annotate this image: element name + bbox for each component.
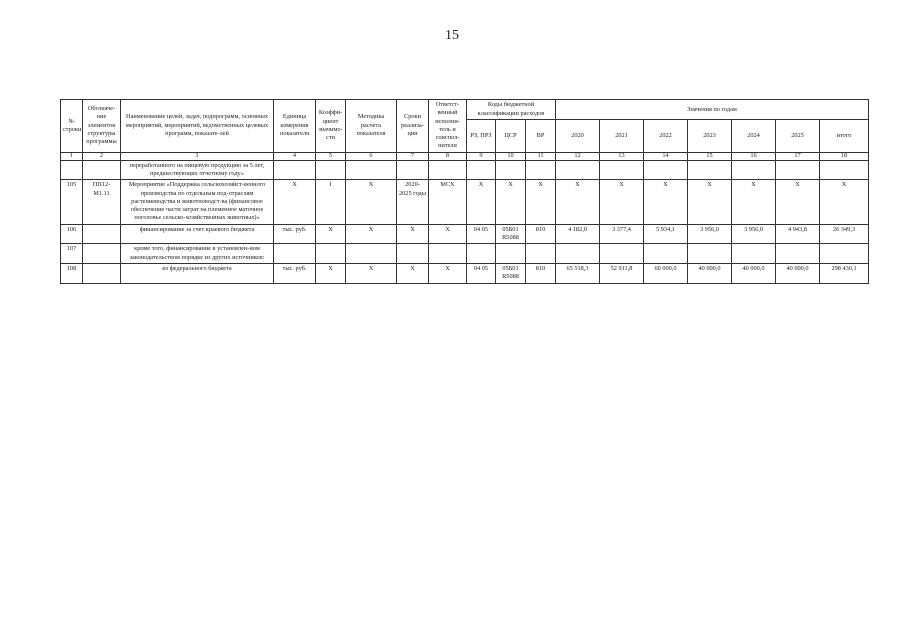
coefficient-cell: 1	[316, 180, 346, 224]
coefficient-cell	[316, 244, 346, 264]
column-number: 8	[429, 152, 467, 160]
value-total	[820, 160, 869, 180]
value-2025	[776, 244, 820, 264]
column-number: 7	[397, 152, 429, 160]
value-2021: 3 377,4	[600, 224, 644, 244]
value-2020	[556, 160, 600, 180]
table-row	[61, 160, 869, 180]
value-2022: 5 934,1	[644, 224, 688, 244]
header-name: Наименование целей, задач, подпрограмм, основных мероприятий, мероприятий, ведомственных целевых программ, показате-лей	[121, 100, 274, 153]
header-csr: ЦСР	[496, 120, 526, 152]
header-executor: Ответст-венный исполни-тель и соиспол-нители	[429, 100, 467, 153]
value-2022: 60 000,0	[644, 263, 688, 283]
column-number: 15	[688, 152, 732, 160]
method-cell: X	[346, 180, 397, 224]
executor-cell: X	[429, 224, 467, 244]
table-row	[61, 180, 869, 224]
row-name: из федерального бюджета	[121, 263, 274, 283]
header-rz-prz: РЗ, ПРЗ	[467, 120, 496, 152]
value-2023: 40 000,0	[688, 263, 732, 283]
row-number: 107	[61, 244, 83, 264]
page-number: 15	[445, 28, 459, 43]
rz-prz-cell	[467, 244, 496, 264]
header-unit: Единица измерения показателя	[274, 100, 316, 153]
csr-cell: X	[496, 180, 526, 224]
rz-prz-cell	[467, 160, 496, 180]
row-number: 108	[61, 263, 83, 283]
row-number: 105	[61, 180, 83, 224]
header-year-2020: 2020	[556, 120, 600, 152]
row-number: 106	[61, 224, 83, 244]
unit-cell: X	[274, 180, 316, 224]
header-year-2021: 2021	[600, 120, 644, 152]
table-row	[61, 244, 869, 264]
row-name: переработанного на пищевую продукцию за 5 лет, предшествующих отчетному году»	[121, 160, 274, 180]
value-2020: 65 518,3	[556, 263, 600, 283]
element-code	[83, 244, 121, 264]
column-number: 4	[274, 152, 316, 160]
header-terms: Сроки реализа-ции	[397, 100, 429, 153]
vr-cell	[526, 160, 556, 180]
header-coefficient: Коэффи-циент значимо-сти	[316, 100, 346, 153]
rz-prz-cell: 04 05	[467, 263, 496, 283]
value-2023: 3 956,0	[688, 224, 732, 244]
value-2024: 40 000,0	[732, 263, 776, 283]
column-number: 1	[61, 152, 83, 160]
value-2021	[600, 160, 644, 180]
terms-cell: 2020-2025 годы	[397, 180, 429, 224]
value-2024: 3 956,0	[732, 224, 776, 244]
element-code	[83, 160, 121, 180]
header-method: Методика расчета показателя	[346, 100, 397, 153]
element-code	[83, 224, 121, 244]
value-2021: X	[600, 180, 644, 224]
table-row	[61, 224, 869, 244]
executor-cell	[429, 160, 467, 180]
value-total	[820, 244, 869, 264]
header-year-2025: 2025	[776, 120, 820, 152]
column-number: 9	[467, 152, 496, 160]
column-number: 5	[316, 152, 346, 160]
column-number: 11	[526, 152, 556, 160]
value-2024	[732, 244, 776, 264]
value-2022: X	[644, 180, 688, 224]
rz-prz-cell: X	[467, 180, 496, 224]
value-2025: X	[776, 180, 820, 224]
header-vr: ВР	[526, 120, 556, 152]
unit-cell	[274, 160, 316, 180]
table-row	[61, 263, 869, 283]
header-values-by-year: Значения по годам	[556, 100, 869, 120]
csr-cell	[496, 244, 526, 264]
method-cell: X	[346, 224, 397, 244]
method-cell	[346, 244, 397, 264]
executor-cell: X	[429, 263, 467, 283]
value-total: 298 430,1	[820, 263, 869, 283]
rz-prz-cell: 04 05	[467, 224, 496, 244]
coefficient-cell: X	[316, 263, 346, 283]
header-element-code: Обозначе-ние элементов структуры программы	[83, 100, 121, 153]
value-total: X	[820, 180, 869, 224]
unit-cell: тыс. руб.	[274, 224, 316, 244]
budget-indicators-table	[60, 99, 869, 284]
value-total: 26 349,3	[820, 224, 869, 244]
value-2020: 4 182,0	[556, 224, 600, 244]
value-2020	[556, 244, 600, 264]
element-code	[83, 263, 121, 283]
vr-cell	[526, 244, 556, 264]
value-2025: 4 943,8	[776, 224, 820, 244]
value-2021	[600, 244, 644, 264]
unit-cell: тыс. руб.	[274, 263, 316, 283]
header-year-2022: 2022	[644, 120, 688, 152]
vr-cell: 810	[526, 224, 556, 244]
vr-cell: 810	[526, 263, 556, 283]
column-numbering-row	[61, 152, 869, 160]
row-name: финансирование за счет краевого бюджета	[121, 224, 274, 244]
vr-cell: X	[526, 180, 556, 224]
value-2025	[776, 160, 820, 180]
row-number	[61, 160, 83, 180]
method-cell: X	[346, 263, 397, 283]
column-number: 3	[121, 152, 274, 160]
value-2023	[688, 160, 732, 180]
terms-cell: X	[397, 263, 429, 283]
row-name: кроме того, финансирование в установлен-ном законодательством порядке из других источников:	[121, 244, 274, 264]
value-2021: 52 911,8	[600, 263, 644, 283]
coefficient-cell	[316, 160, 346, 180]
header-budget-codes: Коды бюджетной классификации расходов	[467, 100, 556, 120]
executor-cell	[429, 244, 467, 264]
header-year-2024: 2024	[732, 120, 776, 152]
value-2023	[688, 244, 732, 264]
column-number: 17	[776, 152, 820, 160]
value-2020: X	[556, 180, 600, 224]
value-2022	[644, 160, 688, 180]
terms-cell	[397, 244, 429, 264]
terms-cell	[397, 160, 429, 180]
csr-cell	[496, 160, 526, 180]
column-number: 18	[820, 152, 869, 160]
executor-cell: МСХ	[429, 180, 467, 224]
value-2024	[732, 160, 776, 180]
header-row-no: № строки	[61, 100, 83, 153]
value-2024: X	[732, 180, 776, 224]
value-2022	[644, 244, 688, 264]
terms-cell: X	[397, 224, 429, 244]
unit-cell	[274, 244, 316, 264]
csr-cell: 05Б01 R5088	[496, 263, 526, 283]
column-number: 10	[496, 152, 526, 160]
value-2025: 40 000,0	[776, 263, 820, 283]
method-cell	[346, 160, 397, 180]
column-number: 2	[83, 152, 121, 160]
coefficient-cell: X	[316, 224, 346, 244]
csr-cell: 05Б01 R5088	[496, 224, 526, 244]
column-number: 14	[644, 152, 688, 160]
row-name: Мероприятие «Поддержка сельскохозяйст-венного производства по отдельным под-отраслям растениеводства и животноводст-ва (финансовое обеспечение части затрат на племенное маточное поголовье сельско-хозяйственных животных)»	[121, 180, 274, 224]
value-2023: X	[688, 180, 732, 224]
header-year-2023: 2023	[688, 120, 732, 152]
column-number: 12	[556, 152, 600, 160]
column-number: 6	[346, 152, 397, 160]
header-total: итого	[820, 120, 869, 152]
column-number: 13	[600, 152, 644, 160]
column-number: 16	[732, 152, 776, 160]
element-code: ПП12-М1.11	[83, 180, 121, 224]
